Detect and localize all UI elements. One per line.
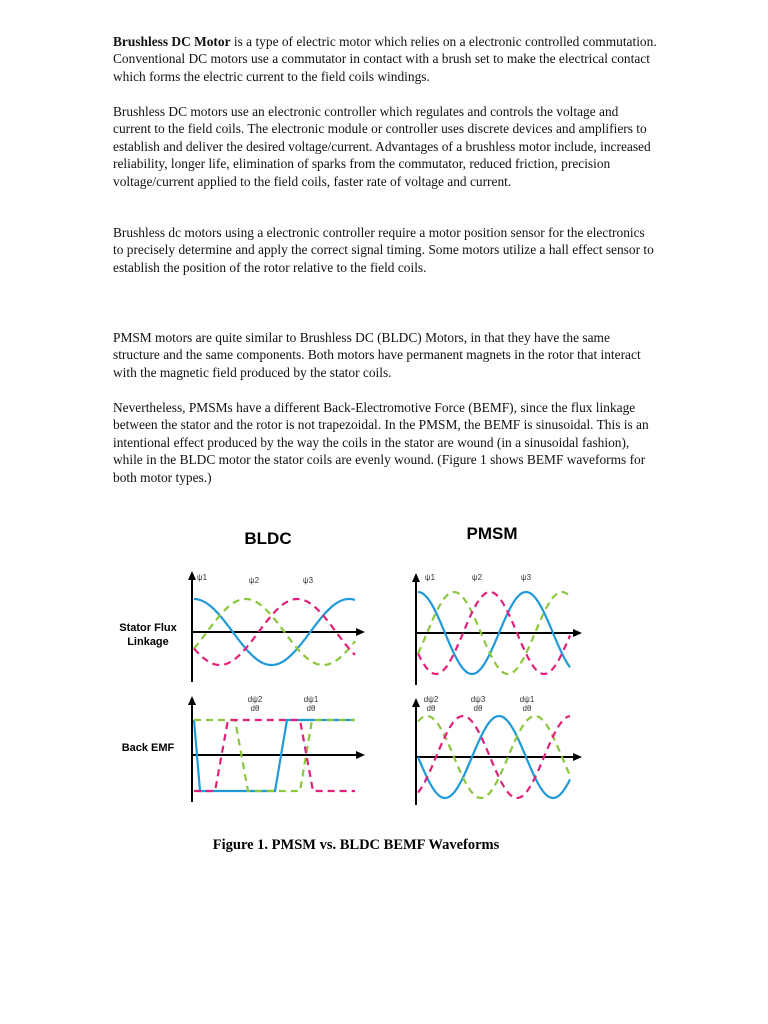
bldc-dtheta-1: dθ [250,704,260,713]
pmsm-dpsi2-label: dψ2 [423,695,439,704]
bldc-flux-x-arrow [356,628,365,636]
pmsm-psi1-label: ψ1 [424,573,436,582]
pmsm-flux-y-arrow [412,573,420,582]
bldc-dtheta-3: dθ [306,704,316,713]
bldc-title: BLDC [244,529,292,548]
pmsm-flux-x-arrow [573,629,582,637]
paragraph-position-sensor: Brushless dc motors using a electronic controller require a motor position sensor for the electronics to precisely determine and apply the correct signal timing. Some motors utilize a hall effect sensor to establish the position of the rotor relative to the field coils. [113,225,654,275]
bldc-psi1-label: ψ1 [196,573,208,582]
pmsm-dtheta-2: dθ [473,704,483,713]
bldc-flux-y-arrow [188,571,196,580]
pmsm-dtheta-3: dθ [522,704,532,713]
paragraph-brushless-intro-text: is a type of electric motor which relies on a electronic controlled commutation. Conventional DC motors use a commutator in contact with a brush set to make the electrical contact which forms the electric current to the field coils windings. [113,34,657,84]
pmsm-dpsi1-label: dψ1 [519,695,535,704]
brushless-dc-motor-term: Brushless DC Motor [113,34,231,49]
back-emf-label: Back EMF [121,742,175,754]
bldc-psi2-label: ψ2 [248,576,260,585]
stator-flux-label-line2: Linkage [127,636,169,648]
bldc-emf-y-arrow [188,696,196,705]
pmsm-psi3-label: ψ3 [520,573,532,582]
paragraph-bemf-difference: Nevertheless, PMSMs have a different Back-Electromotive Force (BEMF), since the flux linkage between the stator and the rotor is not trapezoidal. In the PMSM, the BEMF is sinusoidal. This is an intentional effect produced by the way the coils in the stator are wound (in a sinusoidal fashion), while in the BLDC motor the stator coils are evenly wound. (Figure 1 shows BEMF waveforms for both motor types.) [113,400,649,485]
pmsm-title: PMSM [466,524,518,543]
pmsm-emf-y-arrow [412,698,420,707]
pmsm-emf-x-arrow [573,753,582,761]
pmsm-psi2-label: ψ2 [471,573,483,582]
bldc-dpsi2-label: dψ2 [247,695,263,704]
stator-flux-label-line1: Stator Flux [119,622,177,634]
paragraph-pmsm-similarity: PMSM motors are quite similar to Brushless DC (BLDC) Motors, in that they have the same structure and the same components. Both motors have permanent magnets in the rotor that interact with the magnetic field produced by the stator coils. [113,330,641,380]
pmsm-dpsi3-label: dψ3 [470,695,486,704]
bldc-emf-x-arrow [356,751,365,759]
figure-caption: Figure 1. PMSM vs. BLDC BEMF Waveforms [212,837,500,853]
paragraph-electronic-controller: Brushless DC motors use an electronic controller which regulates and controls the voltage and current to the field coils. The electronic module or controller uses discrete devices and amplifiers to establish and deliver the desired voltage/current. Advantages of a brushless motor include, increased reliability, longer life, elimination of sparks from the commutator, reduced friction, precision voltage/current applied to the field coils, faster rate of voltage and current. [113,104,651,189]
bldc-psi3-label: ψ3 [302,576,314,585]
bldc-dpsi1-label: dψ1 [303,695,319,704]
pmsm-dtheta-1: dθ [426,704,436,713]
